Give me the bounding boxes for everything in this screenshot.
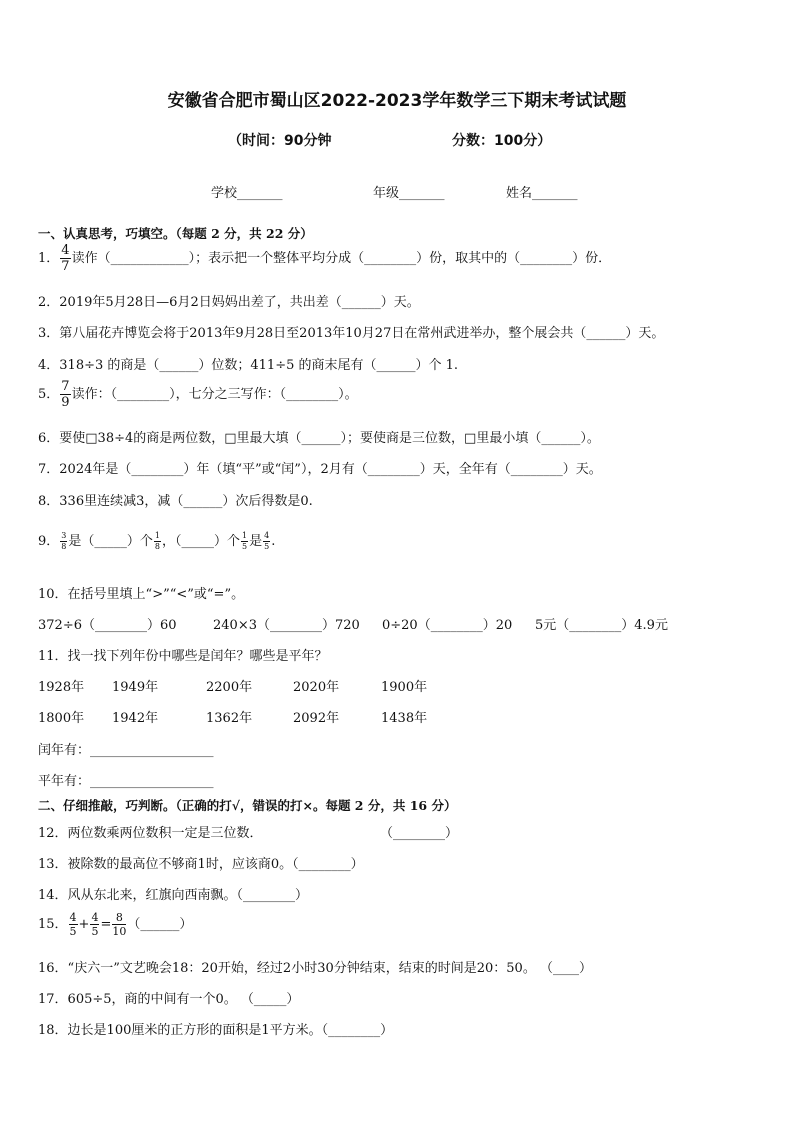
numerator: 8 — [112, 912, 126, 925]
fraction — [60, 380, 70, 409]
page-title: 安徽省合肥市蜀山区2022-2023学年数学三下期末考试试题 — [167, 91, 627, 111]
question-6: 6．要使□38÷4的商是两位数，□里最大填（______）；要使商是三位数，□里最小填（______）。 — [38, 431, 600, 446]
question-15 — [38, 912, 192, 937]
fraction — [60, 532, 67, 551]
compare-item-4: 5元（________）4.9元 — [535, 618, 668, 633]
fraction — [90, 912, 99, 937]
grade-field[interactable]: 年级_______ — [373, 186, 445, 201]
denominator: 5 — [242, 542, 248, 551]
name-field[interactable]: 姓名_______ — [506, 186, 578, 201]
compare-item-1: 372÷6（________）60 — [38, 618, 177, 633]
exam-time: （时间：90分钟 — [228, 133, 332, 149]
question-text: 是 — [249, 534, 263, 549]
fraction — [241, 532, 248, 551]
year-item: 1438年 — [381, 711, 428, 726]
question-7: 7．2024年是（________）年（填“平”或“闰”），2月有（________）天，全年有（________）天。 — [38, 462, 602, 477]
fraction — [263, 532, 270, 551]
numerator: 4 — [61, 243, 70, 258]
question-10: 10．在括号里填上“>”“<”或“=”。 — [38, 587, 245, 602]
year-item: 1800年 — [38, 711, 85, 726]
denominator: 8 — [61, 542, 67, 551]
question-18: 18．边长是100厘米的正方形的面积是1平方米。（________） — [38, 1023, 394, 1038]
denominator: 7 — [61, 259, 70, 274]
denominator: 10 — [112, 925, 127, 938]
question-text: 读作（____________）；表示把一个整体平均分成（________）份，取其中的（________）份． — [71, 251, 612, 266]
question-17: 17．605÷5，商的中间有一个0。 （_____） — [38, 992, 300, 1007]
numerator: 4 — [91, 911, 99, 924]
exam-score: 分数：100分） — [452, 133, 552, 149]
question-8: 8．336里连续减3，减（______）次后得数是0. — [38, 494, 313, 509]
fraction — [154, 532, 161, 551]
question-12: 12．两位数乘两位数积一定是三位数． — [38, 826, 263, 841]
answer-blank[interactable]: （______） — [127, 917, 193, 932]
numerator: 4 — [264, 531, 270, 540]
question-number: 1． — [38, 251, 60, 266]
question-1 — [38, 244, 611, 273]
year-item: 1928年 — [38, 680, 85, 695]
school-field[interactable]: 学校_______ — [211, 186, 283, 201]
answer-blank[interactable]: （________） — [380, 826, 459, 841]
question-number: 9． — [38, 534, 60, 549]
question-16: 16．“庆六一”文艺晚会18：20开始，经过2小时30分钟结束，结束的时间是20：50。 （____） — [38, 961, 592, 976]
common-year-answer[interactable]: 平年有：___________________ — [38, 774, 214, 789]
plus-sign: + — [78, 917, 90, 932]
question-text: 是（_____）个 — [68, 534, 153, 549]
question-5 — [38, 380, 358, 409]
question-number: 15． — [38, 917, 68, 932]
year-item: 1942年 — [112, 711, 159, 726]
year-item: 1900年 — [381, 680, 428, 695]
numerator: 1 — [242, 531, 248, 540]
numerator: 4 — [69, 911, 77, 924]
year-item: 2200年 — [206, 680, 253, 695]
equals-sign: = — [100, 917, 112, 932]
question-13: 13．被除数的最高位不够商1时，应该商0。（________） — [38, 857, 364, 872]
year-item: 2020年 — [293, 680, 340, 695]
year-item: 1362年 — [206, 711, 253, 726]
year-item: 2092年 — [293, 711, 340, 726]
question-text: . — [271, 534, 276, 549]
numerator: 3 — [61, 531, 67, 540]
question-9 — [38, 530, 275, 551]
question-4: 4．318÷3 的商是（______）位数；411÷5 的商末尾有（______）个 1. — [38, 358, 459, 373]
leap-year-answer[interactable]: 闰年有：___________________ — [38, 743, 214, 758]
numerator: 1 — [154, 531, 160, 540]
question-14: 14．风从东北来，红旗向西南飘。（________） — [38, 888, 309, 903]
denominator: 5 — [264, 542, 270, 551]
numerator: 7 — [61, 379, 70, 394]
fraction — [60, 244, 70, 273]
compare-item-2: 240×3（________）720 — [213, 618, 360, 633]
denominator: 8 — [154, 542, 160, 551]
question-text: 读作：（________），七分之三写作：（________）。 — [71, 387, 358, 402]
section-1-heading: 一、认真思考，巧填空。（每题 2 分，共 22 分） — [38, 226, 313, 241]
year-item: 1949年 — [112, 680, 159, 695]
denominator: 5 — [91, 925, 99, 938]
question-2: 2．2019年5月28日—6月2日妈妈出差了，共出差（______）天。 — [38, 295, 420, 310]
question-number: 5． — [38, 387, 60, 402]
question-text: ，（_____）个 — [161, 534, 240, 549]
question-11: 11．找一找下列年份中哪些是闰年？哪些是平年？ — [38, 649, 328, 664]
denominator: 9 — [61, 395, 70, 410]
fraction — [69, 912, 78, 937]
compare-item-3: 0÷20（________）20 — [382, 618, 513, 633]
question-3: 3．第八届花卉博览会将于2013年9月28日至2013年10月27日在常州武进举办，整个展会共（______）天。 — [38, 326, 665, 341]
fraction — [112, 912, 126, 937]
section-2-heading: 二、仔细推敲，巧判断。（正确的打√，错误的打×。每题 2 分，共 16 分） — [38, 798, 457, 813]
denominator: 5 — [69, 925, 77, 938]
